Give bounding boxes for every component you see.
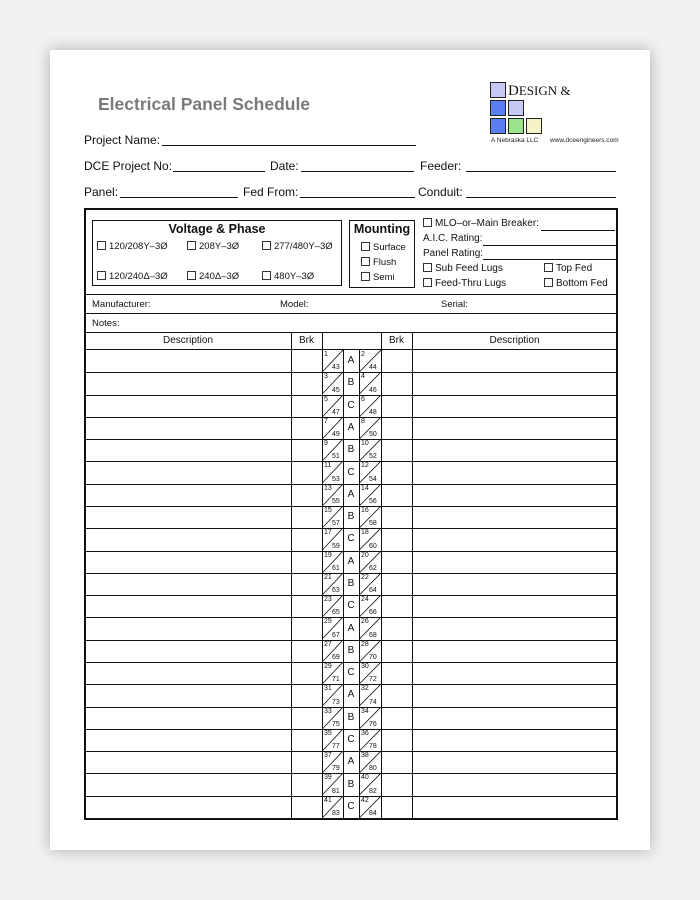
- right-circuit-number: 6: [361, 395, 365, 403]
- phase-label: B: [347, 711, 355, 723]
- left-circuit-number: 3: [324, 373, 328, 381]
- mounting-box: [349, 220, 415, 288]
- divider: [85, 294, 617, 295]
- left-circuit-number: 37: [324, 752, 332, 760]
- phase-label: A: [347, 488, 355, 500]
- checkbox[interactable]: [423, 218, 432, 227]
- left-circuit-number: 23: [324, 596, 332, 604]
- mounting-option[interactable]: Surface: [361, 242, 406, 253]
- checkbox[interactable]: [97, 271, 106, 280]
- serial-label: Serial:: [441, 299, 468, 310]
- left-circuit-number: 73: [332, 698, 340, 706]
- voltage-option[interactable]: 480Y–3Ø: [262, 271, 314, 282]
- row-divider: [85, 595, 617, 596]
- right-circuit-number: 52: [369, 453, 377, 461]
- right-circuit-number: 36: [361, 729, 369, 737]
- right-circuit-number: 56: [369, 498, 377, 505]
- right-circuit-number: 62: [369, 564, 377, 572]
- left-circuit-number: 43: [332, 364, 340, 372]
- notes-label: Notes:: [92, 318, 120, 329]
- checkbox[interactable]: [544, 278, 553, 287]
- right-circuit-number: 26: [361, 618, 369, 626]
- left-circuit-number: 13: [324, 484, 332, 492]
- left-circuit-number: 39: [324, 774, 332, 782]
- fed-from-field[interactable]: [300, 197, 415, 198]
- feeder-label: Feeder:: [420, 159, 462, 173]
- right-circuit-number: 24: [361, 596, 369, 604]
- page-title: Electrical Panel Schedule: [98, 94, 311, 114]
- left-circuit-number: 21: [324, 573, 332, 581]
- right-circuit-number: 82: [369, 787, 377, 795]
- right-circuit-number: 30: [361, 663, 369, 670]
- panel-field[interactable]: [120, 197, 238, 198]
- left-circuit-number: 47: [332, 408, 340, 416]
- phase-label: B: [347, 644, 355, 656]
- right-circuit-number: 84: [369, 810, 377, 817]
- left-circuit-number: 41: [324, 796, 332, 804]
- voltage-option[interactable]: 120/240Δ–3Ø: [97, 271, 168, 282]
- row-divider: [85, 484, 617, 485]
- checkbox[interactable]: [262, 241, 271, 250]
- row-divider: [85, 528, 617, 529]
- dce-project-no-label: DCE Project No:: [84, 159, 173, 173]
- logo-square: [490, 118, 506, 134]
- right-circuit-number: 22: [361, 573, 369, 581]
- panel-rating-field[interactable]: [483, 259, 616, 260]
- bottom-fed-option[interactable]: Bottom Fed: [544, 278, 608, 289]
- row-divider: [85, 573, 617, 574]
- left-circuit-number: 71: [332, 676, 340, 684]
- left-circuit-number: 9: [324, 440, 328, 448]
- right-circuit-number: 70: [369, 654, 377, 661]
- left-circuit-number: 17: [324, 529, 332, 537]
- row-divider: [85, 551, 617, 552]
- conduit-field[interactable]: [466, 197, 616, 198]
- left-circuit-number: 59: [332, 542, 340, 550]
- right-circuit-number: 60: [369, 542, 377, 550]
- phase-label: A: [347, 422, 355, 433]
- right-circuit-number: 16: [361, 507, 369, 514]
- checkbox[interactable]: [361, 257, 370, 266]
- right-circuit-number: 50: [369, 431, 377, 439]
- project-name-field[interactable]: [162, 145, 416, 146]
- checkbox[interactable]: [361, 272, 370, 281]
- left-description-header: Description: [162, 335, 214, 346]
- voltage-phase-title: Voltage & Phase: [168, 222, 266, 236]
- row-divider: [85, 707, 617, 708]
- conduit-label: Conduit:: [418, 185, 463, 199]
- dce-project-no-field[interactable]: [173, 171, 265, 172]
- row-divider: [85, 395, 617, 396]
- row-divider: [85, 662, 617, 663]
- left-circuit-number: 15: [324, 507, 332, 514]
- left-circuit-number: 1: [324, 351, 328, 358]
- phase-label: B: [347, 511, 355, 523]
- phase-label: A: [347, 689, 355, 701]
- left-circuit-number: 11: [324, 462, 332, 470]
- voltage-option[interactable]: 240Δ–3Ø: [187, 271, 239, 282]
- right-description-header: Description: [489, 335, 540, 346]
- column-divider: [291, 332, 292, 819]
- sub-feed-lugs-option[interactable]: Sub Feed Lugs: [423, 263, 503, 274]
- row-divider: [85, 818, 617, 819]
- left-circuit-number: 75: [332, 720, 340, 728]
- right-circuit-number: 2: [361, 351, 365, 358]
- row-divider: [85, 506, 617, 507]
- checkbox[interactable]: [544, 263, 553, 272]
- voltage-option[interactable]: 277/480Y–3Ø: [262, 241, 333, 252]
- left-circuit-number: 83: [332, 810, 340, 817]
- left-circuit-number: 65: [332, 609, 340, 617]
- logo-url: www.dceengineers.com: [550, 137, 619, 144]
- phase-label: A: [347, 555, 355, 567]
- right-circuit-number: 66: [369, 609, 377, 617]
- mounting-title: Mounting: [353, 222, 411, 236]
- left-circuit-number: 49: [332, 431, 340, 439]
- project-name-label: Project Name:: [84, 133, 161, 147]
- right-circuit-number: 64: [369, 587, 377, 595]
- top-fed-option[interactable]: Top Fed: [544, 263, 592, 274]
- checkbox[interactable]: [423, 263, 432, 272]
- row-divider: [85, 417, 617, 418]
- phase-label: C: [347, 600, 355, 612]
- right-circuit-number: 40: [361, 774, 369, 782]
- left-circuit-number: 7: [324, 417, 328, 425]
- manufacturer-label: Manufacturer:: [92, 299, 151, 310]
- right-circuit-number: 32: [361, 685, 369, 693]
- phase-label: C: [347, 800, 355, 812]
- phase-label: B: [347, 444, 355, 456]
- checkbox[interactable]: [361, 242, 370, 251]
- right-circuit-number: 42: [361, 796, 369, 804]
- left-circuit-number: 25: [324, 618, 332, 626]
- right-circuit-number: 80: [369, 765, 377, 773]
- voltage-phase-box: [92, 220, 342, 286]
- right-circuit-number: 14: [361, 484, 369, 492]
- date-label: Date:: [270, 159, 299, 173]
- aic-rating-label: A.I.C. Rating:: [423, 233, 483, 244]
- row-divider: [85, 439, 617, 440]
- right-circuit-number: 78: [369, 743, 377, 751]
- row-divider: [85, 729, 617, 730]
- mounting-option[interactable]: Semi: [361, 272, 395, 283]
- feed-thru-lugs-option[interactable]: Feed-Thru Lugs: [423, 278, 506, 289]
- phase-label: A: [347, 756, 355, 768]
- column-divider: [412, 332, 413, 819]
- row-divider: [85, 751, 617, 752]
- checkbox[interactable]: [262, 271, 271, 280]
- fed-from-label: Fed From:: [243, 185, 299, 199]
- left-circuit-number: 81: [332, 787, 340, 795]
- right-circuit-number: 12: [361, 462, 369, 470]
- right-circuit-number: 58: [369, 520, 377, 528]
- mlo-main-breaker-option[interactable]: MLO–or–Main Breaker:: [423, 218, 539, 229]
- right-circuit-number: 72: [369, 676, 377, 684]
- logo-square: [490, 100, 506, 116]
- logo-square: [508, 118, 524, 134]
- row-divider: [85, 372, 617, 373]
- left-circuit-number: 35: [324, 729, 332, 737]
- right-circuit-number: 28: [361, 640, 369, 648]
- panel-schedule-sheet: [50, 50, 650, 850]
- left-circuit-number: 67: [332, 631, 340, 639]
- left-circuit-number: 53: [332, 475, 340, 483]
- right-circuit-number: 20: [361, 551, 369, 559]
- phase-label: B: [347, 778, 355, 790]
- checkbox[interactable]: [97, 241, 106, 250]
- phase-label: C: [347, 533, 355, 545]
- phase-label: A: [347, 622, 355, 634]
- left-circuit-number: 69: [332, 654, 340, 661]
- logo-square: [508, 100, 524, 116]
- phase-label: B: [347, 377, 355, 389]
- right-circuit-number: 54: [369, 475, 377, 483]
- left-circuit-number: 63: [332, 587, 340, 595]
- row-divider: [85, 773, 617, 774]
- row-divider: [85, 684, 617, 685]
- voltage-option[interactable]: 120/208Y–3Ø: [97, 241, 168, 252]
- left-circuit-number: 45: [332, 386, 340, 394]
- right-circuit-number: 34: [361, 707, 369, 715]
- logo-square: [490, 82, 506, 98]
- right-circuit-number: 8: [361, 417, 365, 425]
- right-circuit-number: 68: [369, 631, 377, 639]
- divider: [85, 332, 617, 333]
- left-circuit-number: 31: [324, 685, 332, 693]
- logo-square: [526, 118, 542, 134]
- checkbox[interactable]: [187, 241, 196, 250]
- logo-subtitle: A Nebraska LLC: [491, 137, 539, 144]
- left-circuit-number: 29: [324, 663, 332, 670]
- left-circuit-number: 27: [324, 640, 332, 648]
- left-circuit-number: 61: [332, 564, 340, 572]
- left-circuit-number: 33: [324, 707, 332, 715]
- phase-label: B: [347, 578, 355, 589]
- table-header-divider: [85, 349, 617, 350]
- left-circuit-number: 77: [332, 743, 340, 751]
- left-circuit-number: 57: [332, 520, 340, 528]
- checkbox[interactable]: [423, 278, 432, 287]
- divider: [85, 313, 617, 314]
- left-brk-header: Brk: [299, 335, 314, 346]
- right-circuit-number: 76: [369, 720, 377, 728]
- right-circuit-number: 44: [369, 364, 377, 372]
- panel-label: Panel:: [84, 185, 119, 199]
- row-divider: [85, 640, 617, 641]
- feeder-field[interactable]: [466, 171, 616, 172]
- right-circuit-number: 46: [369, 386, 377, 394]
- right-brk-header: Brk: [389, 335, 404, 346]
- right-circuit-number: 18: [361, 529, 369, 537]
- right-circuit-number: 38: [361, 752, 369, 760]
- left-circuit-number: 55: [332, 498, 340, 505]
- right-circuit-number: 4: [361, 373, 365, 381]
- right-circuit-number: 48: [369, 408, 377, 416]
- mounting-option[interactable]: Flush: [361, 257, 396, 268]
- model-label: Model:: [280, 299, 309, 310]
- column-divider: [381, 332, 382, 819]
- row-divider: [85, 461, 617, 462]
- date-field[interactable]: [301, 171, 414, 172]
- phase-label: C: [347, 399, 355, 411]
- left-circuit-number: 51: [332, 453, 340, 461]
- left-circuit-number: 5: [324, 395, 328, 403]
- phase-label: A: [347, 355, 355, 367]
- row-divider: [85, 796, 617, 797]
- left-circuit-number: 19: [324, 551, 332, 559]
- voltage-option[interactable]: 208Y–3Ø: [187, 241, 239, 252]
- right-circuit-number: 74: [369, 698, 377, 706]
- phase-label: C: [347, 667, 355, 679]
- mlo-field[interactable]: [541, 230, 615, 231]
- left-circuit-number: 79: [332, 765, 340, 773]
- panel-rating-label: Panel Rating:: [423, 248, 484, 259]
- phase-label: C: [347, 734, 355, 745]
- row-divider: [85, 617, 617, 618]
- right-circuit-number: 10: [361, 440, 369, 448]
- logo-wordmark: DESIGN &: [508, 83, 571, 99]
- phase-label: C: [347, 466, 355, 478]
- checkbox[interactable]: [187, 271, 196, 280]
- aic-rating-field[interactable]: [483, 245, 616, 246]
